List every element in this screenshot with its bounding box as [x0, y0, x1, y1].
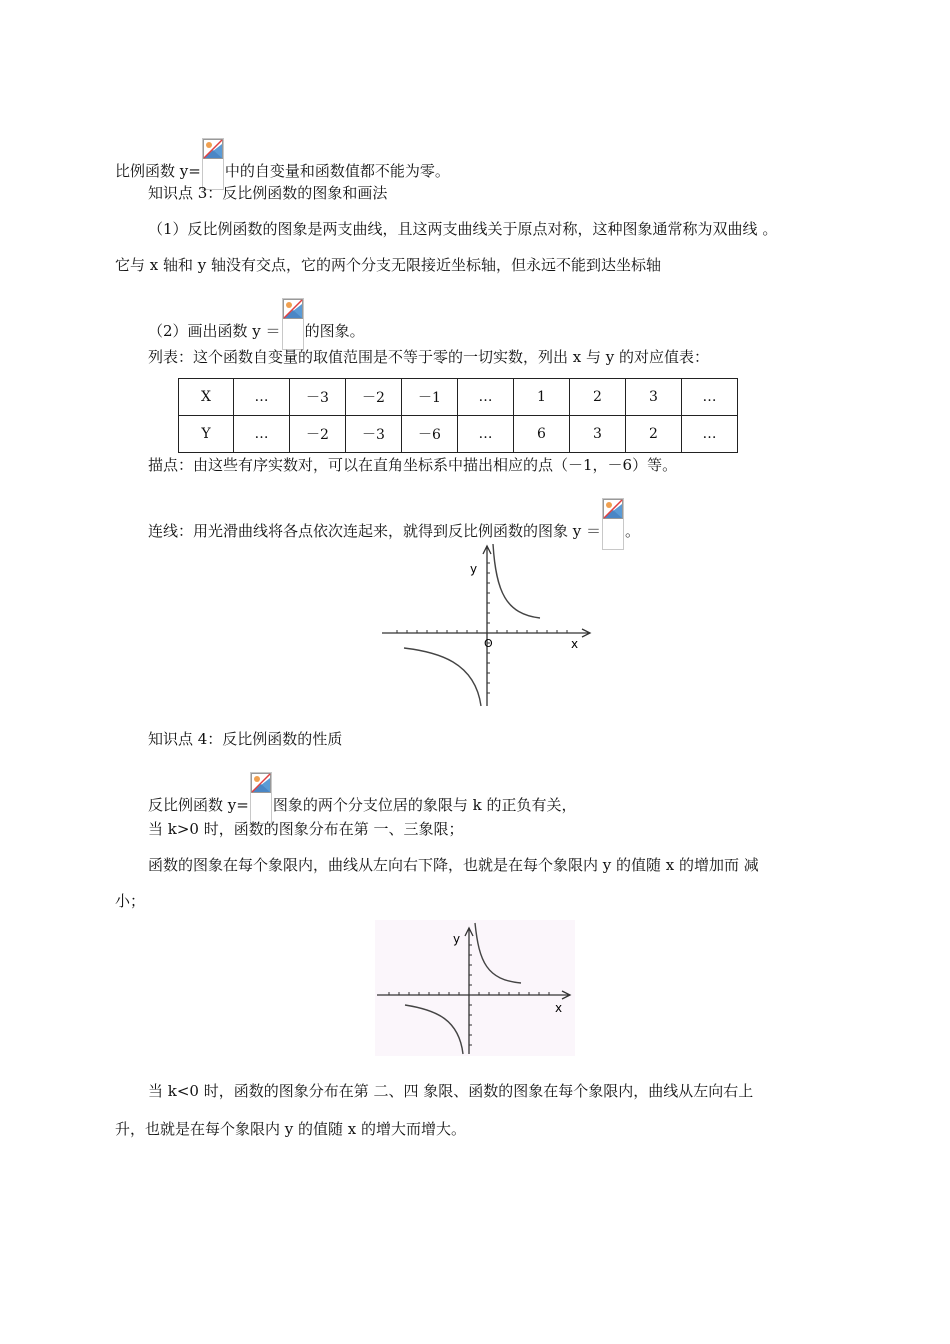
table-cell: 6 — [514, 416, 570, 453]
kp3-paragraph1-line1: （1）反比例函数的图象是两支曲线，且这两支曲线关于原点对称，这种图象通常称为双曲线 。 — [148, 220, 778, 238]
hyperbola-branch-q1 — [493, 544, 540, 618]
table-cell: －1 — [402, 379, 458, 416]
kp4-paragraph1 — [148, 772, 576, 824]
formula-image-icon — [282, 298, 304, 350]
text-fragment: 的图象。 — [304, 322, 365, 340]
kp4-heading: 知识点 4：反比例函数的性质 — [148, 730, 343, 748]
table-cell: －2 — [290, 416, 346, 453]
kp4-k-positive: 当 k>0 时，函数的图象分布在第 一、三象限； — [148, 820, 464, 838]
text-fragment: 。 — [625, 522, 641, 540]
table-cell: 1 — [514, 379, 570, 416]
table-cell: … — [458, 379, 514, 416]
plot-points-text: 描点：由这些有序实数对，可以在直角坐标系中描出相应的点（－1，－6）等。 — [148, 456, 678, 474]
table-intro: 列表：这个函数自变量的取值范围是不等于零的一切实数，列出 x 与 y 的对应值表： — [148, 348, 710, 366]
table-cell: Y — [179, 416, 234, 453]
kp4-k-negative-line1: 当 k<0 时，函数的图象分布在第 二、四 象限、函数的图象在每个象限内，曲线从左向右上 — [148, 1082, 754, 1100]
table-cell: －6 — [402, 416, 458, 453]
table-cell: 2 — [626, 416, 682, 453]
table-cell: －3 — [290, 379, 346, 416]
table-row — [179, 379, 738, 416]
table-cell: X — [179, 379, 234, 416]
text-fragment: 中的自变量和函数值都不能为零。 — [224, 162, 450, 180]
formula-image-icon — [602, 498, 624, 550]
table-row — [179, 416, 738, 453]
kp3-heading: 知识点 3：反比例函数的图象和画法 — [148, 184, 388, 202]
kp4-k-negative-line2: 升，也就是在每个象限内 y 的值随 x 的增大而增大。 — [115, 1120, 467, 1138]
table-cell: －3 — [346, 416, 402, 453]
text-fragment: 比例函数 y= — [115, 162, 201, 180]
table-cell: … — [682, 379, 738, 416]
origin-label: O — [484, 637, 493, 650]
text-fragment: （2）画出函数 y ＝ — [148, 322, 281, 340]
kp3-paragraph2 — [148, 298, 365, 350]
table-cell: 3 — [626, 379, 682, 416]
kp4-desc-line1: 函数的图象在每个象限内，曲线从左向右下降，也就是在每个象限内 y 的值随 x 的增加而 减 — [148, 856, 759, 874]
graph-background — [375, 920, 575, 1056]
table-cell: 2 — [570, 379, 626, 416]
text-fragment: 连线：用光滑曲线将各点依次连起来，就得到反比例函数的图象 y ＝ — [148, 522, 602, 540]
text-fragment: 反比例函数 y= — [148, 796, 249, 814]
kp4-desc-line2: 小； — [115, 892, 146, 910]
x-axis-label: x — [571, 637, 579, 651]
table-cell: … — [682, 416, 738, 453]
table-cell: … — [234, 379, 290, 416]
text-fragment: 图象的两个分支位居的象限与 k 的正负有关， — [272, 796, 577, 814]
hyperbola-graph-2 — [375, 920, 575, 1056]
kp3-paragraph1-line2: 它与 x 轴和 y 轴没有交点，它的两个分支无限接近坐标轴，但永远不能到达坐标轴 — [115, 256, 662, 274]
table-cell: … — [234, 416, 290, 453]
hyperbola-branch-q3 — [404, 648, 481, 706]
y-axis-label: y — [453, 932, 461, 946]
y-axis-label: y — [470, 562, 478, 576]
hyperbola-graph-1 — [380, 540, 595, 710]
x-axis-label: x — [555, 1001, 563, 1015]
formula-image-icon — [250, 772, 272, 824]
table-cell: －2 — [346, 379, 402, 416]
table-cell: … — [458, 416, 514, 453]
value-table — [178, 378, 738, 453]
table-cell: 3 — [570, 416, 626, 453]
